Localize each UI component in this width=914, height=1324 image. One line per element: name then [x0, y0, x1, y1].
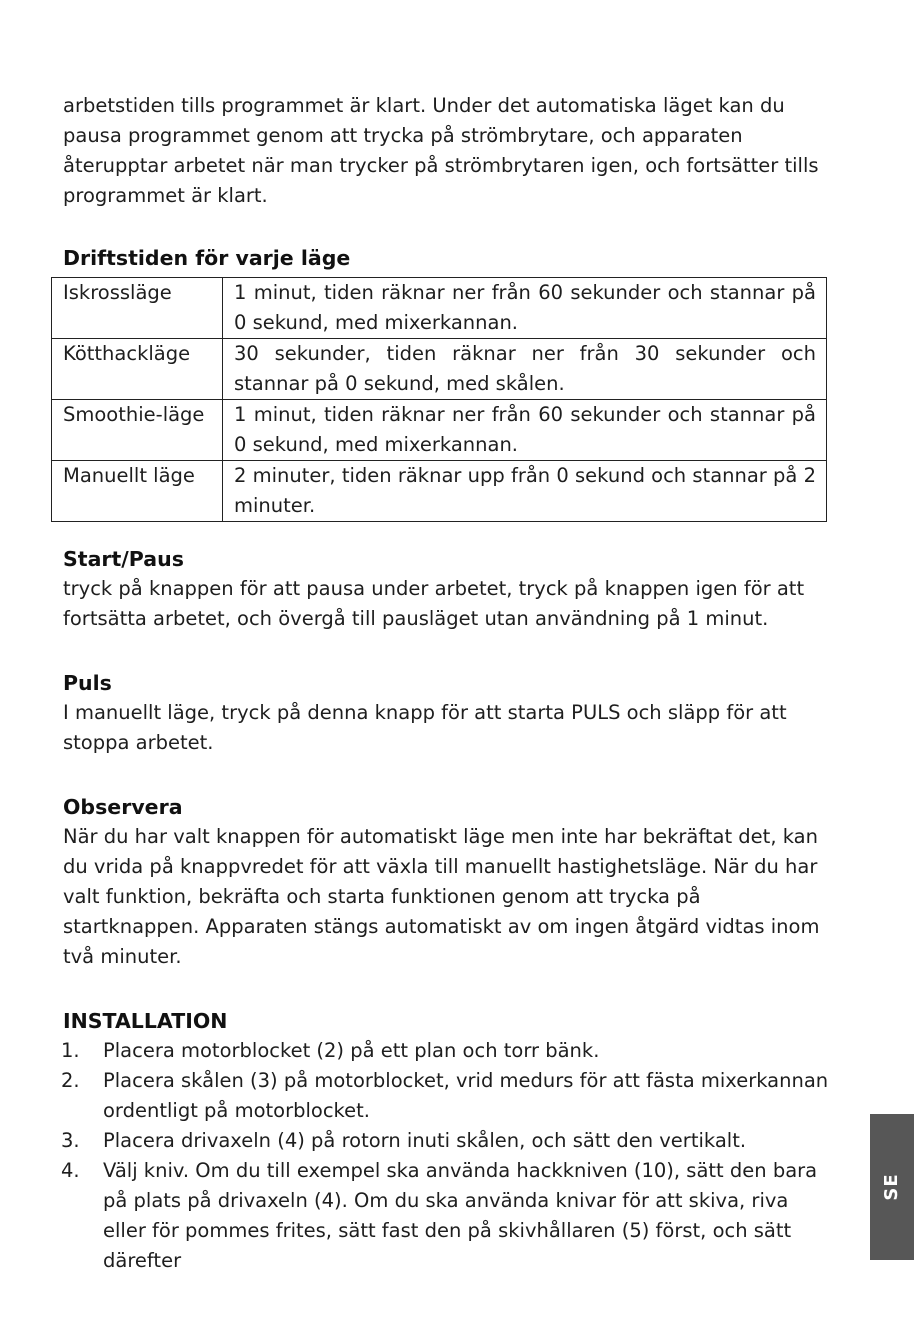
step-number: 3.: [61, 1129, 80, 1152]
list-item: [63, 1066, 833, 1126]
start-paus-section: [63, 544, 833, 634]
step-number: 2.: [61, 1069, 80, 1092]
mode-cell: Manuellt läge: [52, 461, 223, 522]
installation-steps: [63, 1036, 833, 1276]
list-item: [63, 1126, 833, 1156]
language-tab-label: SE: [881, 1173, 902, 1201]
language-tab: [870, 1114, 914, 1260]
step-text: Placera drivaxeln (4) på rotorn inuti skålen, och sätt den vertikalt.: [103, 1129, 747, 1152]
puls-text: I manuellt läge, tryck på denna knapp för att starta PULS och släpp för att stoppa arbetet.: [63, 701, 787, 754]
mode-desc-cell: 30 sekunder, tiden räknar ner från 30 sekunder och stannar på 0 sekund, med skålen.: [223, 339, 827, 400]
list-item: [63, 1156, 833, 1276]
step-text: Välj kniv. Om du till exempel ska använda hackkniven (10), sätt den bara på plats på drivaxeln (4). Om du ska använda knivar för att skiva, riva eller för pommes frites, sätt fast den på skivhållaren (5) först, och sätt därefter: [103, 1159, 818, 1272]
start-paus-text: tryck på knappen för att pausa under arbetet, tryck på knappen igen för att fortsätta arbetet, och övergå till pausläget utan användning på 1 minut.: [63, 577, 805, 630]
intro-paragraph: arbetstiden tills programmet är klart. Under det automatiska läget kan du pausa programmet genom att trycka på strömbrytare, och apparaten återupptar arbetet när man trycker på strömbrytaren igen, och fortsätter tills programmet är klart.: [63, 94, 819, 207]
observera-heading: Observera: [63, 795, 183, 819]
mode-times-table: [51, 277, 827, 522]
lower-content: [63, 544, 833, 1276]
table-row: [52, 339, 827, 400]
puls-section: [63, 668, 833, 758]
table-row: [52, 400, 827, 461]
start-paus-heading: Start/Paus: [63, 547, 184, 571]
page-content: [63, 91, 833, 273]
step-number: 1.: [61, 1039, 80, 1062]
installation-heading: INSTALLATION: [63, 1009, 228, 1033]
installation-section: [63, 1006, 833, 1276]
driftstiden-heading: Driftstiden för varje läge: [63, 246, 351, 270]
puls-heading: Puls: [63, 671, 112, 695]
step-text: Placera motorblocket (2) på ett plan och torr bänk.: [103, 1039, 600, 1062]
list-item: [63, 1036, 833, 1066]
observera-section: [63, 792, 833, 972]
mode-desc-cell: 1 minut, tiden räknar ner från 60 sekunder och stannar på 0 sekund, med mixerkannan.: [223, 400, 827, 461]
mode-desc-cell: 2 minuter, tiden räknar upp från 0 sekund och stannar på 2 minuter.: [223, 461, 827, 522]
table-row: [52, 461, 827, 522]
mode-cell: Iskrossläge: [52, 278, 223, 339]
mode-cell: Smoothie-läge: [52, 400, 223, 461]
observera-text: När du har valt knappen för automatiskt läge men inte har bekräftat det, kan du vrida på knappvredet för att växla till manuellt hastighetsläge. När du har valt funktion, bekräfta och starta funktionen genom att trycka på startknappen. Apparaten stängs automatiskt av om ingen åtgärd vidtas inom två minuter.: [63, 825, 820, 968]
table-row: [52, 278, 827, 339]
step-number: 4.: [61, 1159, 80, 1182]
mode-cell: Kötthackläge: [52, 339, 223, 400]
step-text: Placera skålen (3) på motorblocket, vrid medurs för att fästa mixerkannan ordentligt på motorblocket.: [103, 1069, 829, 1122]
mode-desc-cell: 1 minut, tiden räknar ner från 60 sekunder och stannar på 0 sekund, med mixerkannan.: [223, 278, 827, 339]
